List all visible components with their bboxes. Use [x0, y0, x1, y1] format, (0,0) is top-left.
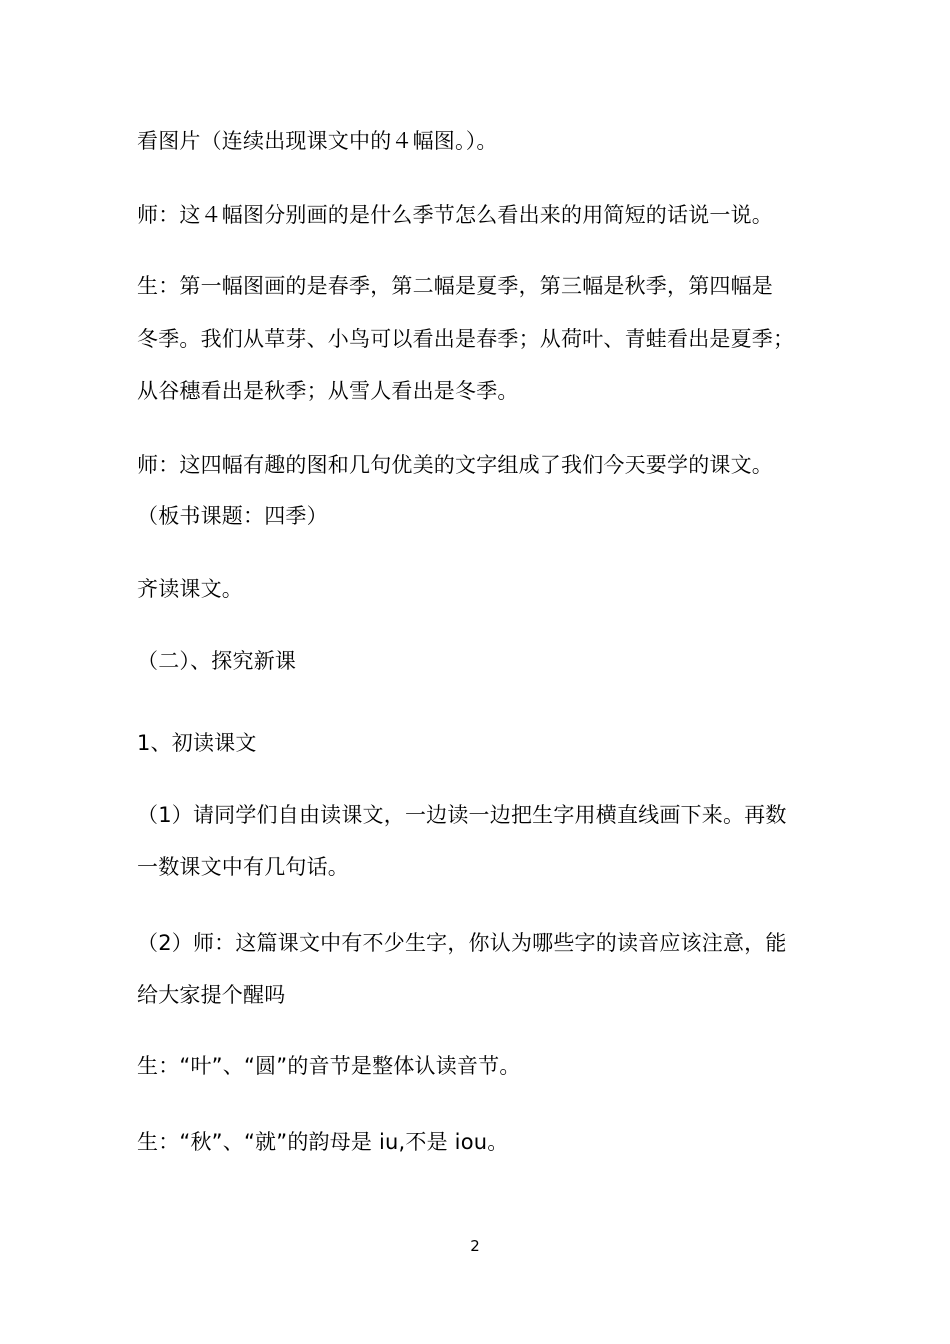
text-line: 生：第一幅图画的是春季，第二幅是夏季，第三幅是秋季，第四幅是 — [137, 274, 773, 298]
text-line: 看图片（连续出现课文中的４幅图。）。 — [137, 129, 498, 153]
text-line: 冬季。我们从草芽、小鸟可以看出是春季；从荷叶、青蛙看出是夏季； — [137, 327, 795, 351]
text-line: 师：这四幅有趣的图和几句优美的文字组成了我们今天要学的课文。 — [137, 453, 773, 477]
page-number: 2 — [470, 1237, 480, 1255]
text-line: 从谷穗看出是秋季；从雪人看出是冬季。 — [137, 379, 519, 403]
text-line: 给大家提个醒吗 — [137, 983, 286, 1007]
text-line: （板书课题：四季） — [137, 504, 328, 528]
text-line: （1）请同学们自由读课文，一边读一边把生字用横直线画下来。再数 — [137, 803, 787, 827]
text-line: （2）师：这篇课文中有不少生字，你认为哪些字的读音应该注意，能 — [137, 931, 787, 955]
text-line: 生：“叶”、“圆”的音节是整体认读音节。 — [137, 1054, 521, 1078]
text-line: 一数课文中有几句话。 — [137, 855, 349, 879]
text-line: 生：“秋”、“就”的韵母是 iu,不是 iou。 — [137, 1130, 509, 1154]
section-heading: （二）、探究新课 — [137, 649, 297, 673]
subsection-heading: 1、初读课文 — [137, 731, 257, 755]
text-line: 齐读课文。 — [137, 577, 243, 601]
text-line: 师：这４幅图分别画的是什么季节怎么看出来的用简短的话说一说。 — [137, 203, 773, 227]
